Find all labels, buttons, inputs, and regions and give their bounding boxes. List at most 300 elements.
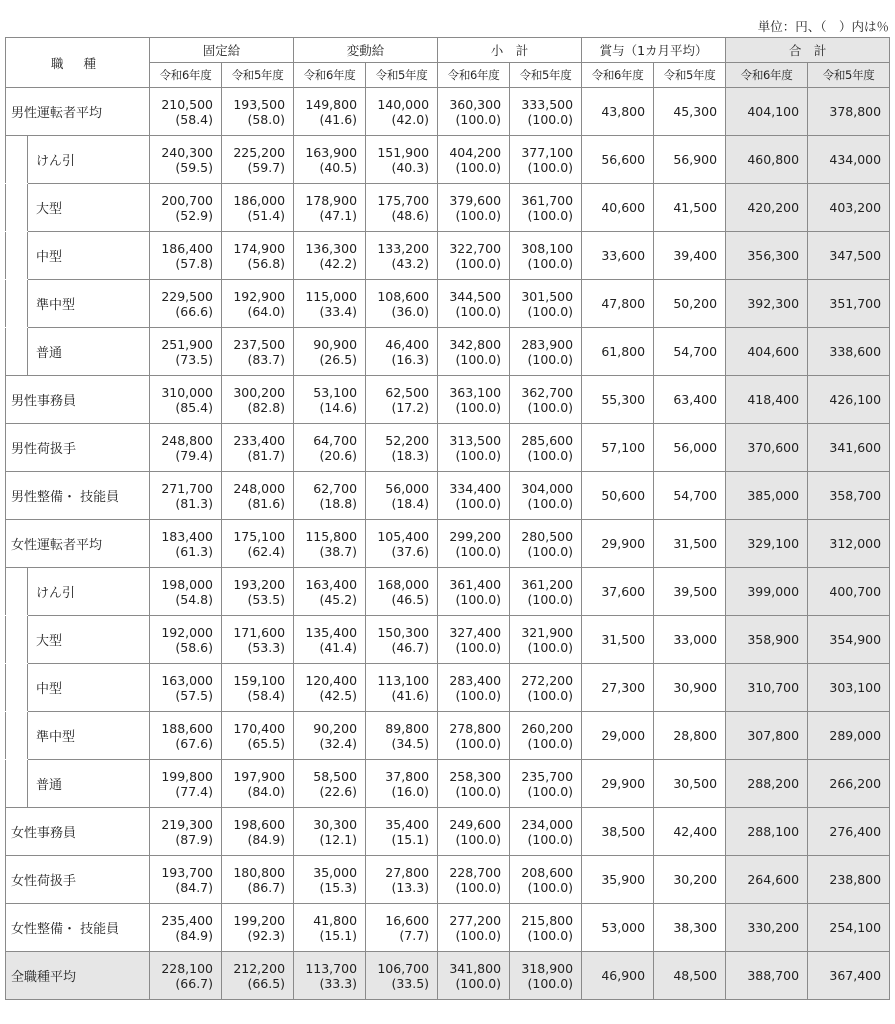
amount: 377,100 xyxy=(521,144,574,160)
value-cell xyxy=(438,520,510,568)
value-cell xyxy=(438,568,510,616)
value-cell xyxy=(366,520,438,568)
value-cell: 41,500 xyxy=(654,184,726,232)
row-label: 女性運転者平均 xyxy=(6,520,150,568)
percent: (100.0) xyxy=(455,879,502,895)
value-cell: 56,000 xyxy=(654,424,726,472)
value-cell xyxy=(150,232,222,280)
amount: 199,800 xyxy=(161,768,214,784)
value-cell: 55,300 xyxy=(582,376,654,424)
value-cell xyxy=(438,760,510,808)
percent: (15.3) xyxy=(319,879,358,895)
unit-note: 単位：円、（ ）内は％ xyxy=(757,19,889,34)
value-cell xyxy=(294,232,366,280)
value-cell xyxy=(438,232,510,280)
percent: (85.4) xyxy=(175,399,214,415)
percent: (58.4) xyxy=(247,687,286,703)
amount: 299,200 xyxy=(449,528,502,544)
amount: 271,700 xyxy=(161,480,214,496)
total-cell: 264,600 xyxy=(726,856,808,904)
value-cell xyxy=(366,88,438,136)
indent-spacer xyxy=(6,664,28,712)
value-cell xyxy=(366,232,438,280)
percent: (100.0) xyxy=(455,111,502,127)
value-cell: 39,400 xyxy=(654,232,726,280)
value-cell xyxy=(510,712,582,760)
table-row xyxy=(6,424,890,472)
percent: (100.0) xyxy=(455,831,502,847)
amount: 304,000 xyxy=(521,480,574,496)
percent: (58.4) xyxy=(175,111,214,127)
amount: 193,700 xyxy=(161,864,214,880)
amount: 188,600 xyxy=(161,720,214,736)
total-cell: 404,600 xyxy=(726,328,808,376)
amount: 163,400 xyxy=(305,576,358,592)
amount: 234,000 xyxy=(521,816,574,832)
amount: 260,200 xyxy=(521,720,574,736)
amount: 235,700 xyxy=(521,768,574,784)
percent: (100.0) xyxy=(455,927,502,943)
value-cell xyxy=(366,760,438,808)
amount: 277,200 xyxy=(449,912,502,928)
indent-spacer xyxy=(6,136,28,184)
value-cell xyxy=(222,664,294,712)
total-cell: 426,100 xyxy=(808,376,890,424)
amount: 35,400 xyxy=(385,816,430,832)
value-cell xyxy=(222,808,294,856)
percent: (100.0) xyxy=(527,159,574,175)
percent: (42.2) xyxy=(319,255,358,271)
indent-spacer xyxy=(6,328,28,376)
row-label: 大型 xyxy=(28,616,150,664)
value-cell xyxy=(294,376,366,424)
percent: (100.0) xyxy=(455,255,502,271)
year-header: 令和5年度 xyxy=(222,63,294,88)
total-cell: 434,000 xyxy=(808,136,890,184)
year-header: 令和5年度 xyxy=(366,63,438,88)
amount: 150,300 xyxy=(377,624,430,640)
amount: 208,600 xyxy=(521,864,574,880)
value-cell xyxy=(438,952,510,1000)
percent: (100.0) xyxy=(527,735,574,751)
table-row xyxy=(6,952,890,1000)
amount: 258,300 xyxy=(449,768,502,784)
percent: (100.0) xyxy=(455,639,502,655)
table-row xyxy=(6,760,890,808)
amount: 89,800 xyxy=(385,720,430,736)
value-cell xyxy=(366,328,438,376)
percent: (100.0) xyxy=(527,639,574,655)
percent: (45.2) xyxy=(319,591,358,607)
percent: (18.3) xyxy=(391,447,430,463)
amount: 35,000 xyxy=(313,864,358,880)
amount: 175,700 xyxy=(377,192,430,208)
indent-spacer xyxy=(6,616,28,664)
percent: (100.0) xyxy=(455,399,502,415)
value-cell xyxy=(438,88,510,136)
total-cell: 303,100 xyxy=(808,664,890,712)
amount: 41,800 xyxy=(313,912,358,928)
percent: (15.1) xyxy=(319,927,358,943)
amount: 163,000 xyxy=(161,672,214,688)
percent: (100.0) xyxy=(527,495,574,511)
value-cell xyxy=(510,232,582,280)
value-cell xyxy=(150,952,222,1000)
amount: 313,500 xyxy=(449,432,502,448)
amount: 215,800 xyxy=(521,912,574,928)
percent: (100.0) xyxy=(527,831,574,847)
percent: (100.0) xyxy=(527,303,574,319)
indent-spacer xyxy=(6,712,28,760)
value-cell xyxy=(510,280,582,328)
total-cell: 358,700 xyxy=(808,472,890,520)
percent: (12.1) xyxy=(319,831,358,847)
percent: (81.7) xyxy=(247,447,286,463)
percent: (65.5) xyxy=(247,735,286,751)
wage-table xyxy=(5,37,890,1000)
value-cell xyxy=(366,184,438,232)
value-cell xyxy=(150,520,222,568)
percent: (46.5) xyxy=(391,591,430,607)
amount: 115,800 xyxy=(305,528,358,544)
amount: 212,200 xyxy=(233,960,286,976)
amount: 280,500 xyxy=(521,528,574,544)
amount: 113,700 xyxy=(305,960,358,976)
percent: (20.6) xyxy=(319,447,358,463)
percent: (61.3) xyxy=(175,543,214,559)
row-label: 普通 xyxy=(28,760,150,808)
value-cell: 37,600 xyxy=(582,568,654,616)
percent: (100.0) xyxy=(527,543,574,559)
value-cell xyxy=(510,952,582,1000)
amount: 200,700 xyxy=(161,192,214,208)
value-cell xyxy=(150,184,222,232)
value-cell xyxy=(150,760,222,808)
value-cell: 31,500 xyxy=(582,616,654,664)
percent: (41.6) xyxy=(319,111,358,127)
amount: 318,900 xyxy=(521,960,574,976)
year-header: 令和6年度 xyxy=(726,63,808,88)
percent: (100.0) xyxy=(527,783,574,799)
total-cell: 254,100 xyxy=(808,904,890,952)
amount: 322,700 xyxy=(449,240,502,256)
value-cell xyxy=(222,328,294,376)
value-cell xyxy=(150,136,222,184)
value-cell xyxy=(366,616,438,664)
value-cell xyxy=(366,376,438,424)
row-label: けん引 xyxy=(28,136,150,184)
percent: (34.5) xyxy=(391,735,430,751)
header-fixed: 固定給 xyxy=(150,38,294,63)
table-row xyxy=(6,328,890,376)
table-row xyxy=(6,88,890,136)
value-cell xyxy=(222,856,294,904)
amount: 64,700 xyxy=(313,432,358,448)
amount: 58,500 xyxy=(313,768,358,784)
amount: 379,600 xyxy=(449,192,502,208)
total-cell: 238,800 xyxy=(808,856,890,904)
percent: (64.0) xyxy=(247,303,286,319)
amount: 171,600 xyxy=(233,624,286,640)
table-row xyxy=(6,712,890,760)
percent: (57.5) xyxy=(175,687,214,703)
total-cell: 310,700 xyxy=(726,664,808,712)
total-cell: 370,600 xyxy=(726,424,808,472)
value-cell xyxy=(438,712,510,760)
value-cell xyxy=(294,904,366,952)
percent: (83.7) xyxy=(247,351,286,367)
percent: (100.0) xyxy=(527,351,574,367)
percent: (57.8) xyxy=(175,255,214,271)
percent: (52.9) xyxy=(175,207,214,223)
percent: (41.6) xyxy=(391,687,430,703)
table-row xyxy=(6,376,890,424)
table-row xyxy=(6,232,890,280)
value-cell xyxy=(366,664,438,712)
percent: (26.5) xyxy=(319,351,358,367)
percent: (100.0) xyxy=(527,687,574,703)
percent: (82.8) xyxy=(247,399,286,415)
amount: 249,600 xyxy=(449,816,502,832)
value-cell: 42,400 xyxy=(654,808,726,856)
value-cell xyxy=(222,232,294,280)
percent: (100.0) xyxy=(527,255,574,271)
percent: (100.0) xyxy=(455,735,502,751)
amount: 283,400 xyxy=(449,672,502,688)
total-cell: 388,700 xyxy=(726,952,808,1000)
percent: (86.7) xyxy=(247,879,286,895)
value-cell: 30,200 xyxy=(654,856,726,904)
value-cell: 31,500 xyxy=(654,520,726,568)
amount: 159,100 xyxy=(233,672,286,688)
amount: 30,300 xyxy=(313,816,358,832)
amount: 228,100 xyxy=(161,960,214,976)
year-header: 令和6年度 xyxy=(582,63,654,88)
table-body xyxy=(6,88,890,1000)
percent: (54.8) xyxy=(175,591,214,607)
amount: 178,900 xyxy=(305,192,358,208)
value-cell xyxy=(150,280,222,328)
value-cell xyxy=(366,952,438,1000)
value-cell xyxy=(294,280,366,328)
header-variable: 変動給 xyxy=(294,38,438,63)
table-row xyxy=(6,184,890,232)
total-cell: 404,100 xyxy=(726,88,808,136)
value-cell xyxy=(438,472,510,520)
year-header: 令和6年度 xyxy=(150,63,222,88)
amount: 404,200 xyxy=(449,144,502,160)
percent: (66.6) xyxy=(175,303,214,319)
percent: (100.0) xyxy=(455,447,502,463)
amount: 310,000 xyxy=(161,384,214,400)
year-header: 令和5年度 xyxy=(654,63,726,88)
amount: 16,600 xyxy=(385,912,430,928)
amount: 219,300 xyxy=(161,816,214,832)
percent: (36.0) xyxy=(391,303,430,319)
total-cell: 329,100 xyxy=(726,520,808,568)
value-cell xyxy=(366,904,438,952)
percent: (33.4) xyxy=(319,303,358,319)
amount: 342,800 xyxy=(449,336,502,352)
percent: (40.3) xyxy=(391,159,430,175)
value-cell xyxy=(294,184,366,232)
value-cell: 50,200 xyxy=(654,280,726,328)
total-cell: 358,900 xyxy=(726,616,808,664)
amount: 278,800 xyxy=(449,720,502,736)
value-cell xyxy=(510,88,582,136)
amount: 308,100 xyxy=(521,240,574,256)
percent: (33.5) xyxy=(391,975,430,991)
percent: (16.0) xyxy=(391,783,430,799)
total-cell: 288,100 xyxy=(726,808,808,856)
amount: 180,800 xyxy=(233,864,286,880)
value-cell: 28,800 xyxy=(654,712,726,760)
amount: 360,300 xyxy=(449,96,502,112)
value-cell: 56,900 xyxy=(654,136,726,184)
value-cell xyxy=(438,616,510,664)
value-cell: 50,600 xyxy=(582,472,654,520)
value-cell xyxy=(438,376,510,424)
total-cell: 338,600 xyxy=(808,328,890,376)
value-cell xyxy=(294,88,366,136)
row-label: 女性荷扱手 xyxy=(6,856,150,904)
indent-spacer xyxy=(6,568,28,616)
year-header: 令和6年度 xyxy=(438,63,510,88)
row-label: 中型 xyxy=(28,232,150,280)
percent: (81.3) xyxy=(175,495,214,511)
amount: 170,400 xyxy=(233,720,286,736)
header-role: 職 種 xyxy=(6,38,150,88)
value-cell: 27,300 xyxy=(582,664,654,712)
amount: 321,900 xyxy=(521,624,574,640)
percent: (79.4) xyxy=(175,447,214,463)
value-cell xyxy=(150,568,222,616)
row-label: 男性整備・ 技能員 xyxy=(6,472,150,520)
total-cell: 288,200 xyxy=(726,760,808,808)
value-cell: 47,800 xyxy=(582,280,654,328)
amount: 283,900 xyxy=(521,336,574,352)
amount: 192,900 xyxy=(233,288,286,304)
amount: 133,200 xyxy=(377,240,430,256)
value-cell: 30,900 xyxy=(654,664,726,712)
value-cell xyxy=(510,904,582,952)
percent: (67.6) xyxy=(175,735,214,751)
amount: 344,500 xyxy=(449,288,502,304)
amount: 361,400 xyxy=(449,576,502,592)
percent: (100.0) xyxy=(455,783,502,799)
value-cell: 54,700 xyxy=(654,328,726,376)
amount: 362,700 xyxy=(521,384,574,400)
value-cell xyxy=(438,136,510,184)
percent: (100.0) xyxy=(527,111,574,127)
percent: (81.6) xyxy=(247,495,286,511)
amount: 235,400 xyxy=(161,912,214,928)
value-cell xyxy=(150,328,222,376)
percent: (100.0) xyxy=(455,303,502,319)
value-cell xyxy=(366,136,438,184)
value-cell: 46,900 xyxy=(582,952,654,1000)
percent: (43.2) xyxy=(391,255,430,271)
value-cell xyxy=(510,520,582,568)
percent: (100.0) xyxy=(455,975,502,991)
percent: (100.0) xyxy=(455,351,502,367)
total-cell: 418,400 xyxy=(726,376,808,424)
value-cell xyxy=(294,856,366,904)
total-cell: 312,000 xyxy=(808,520,890,568)
table-row xyxy=(6,520,890,568)
value-cell: 35,900 xyxy=(582,856,654,904)
value-cell: 57,100 xyxy=(582,424,654,472)
percent: (15.1) xyxy=(391,831,430,847)
amount: 53,100 xyxy=(313,384,358,400)
amount: 361,200 xyxy=(521,576,574,592)
percent: (92.3) xyxy=(247,927,286,943)
amount: 186,400 xyxy=(161,240,214,256)
value-cell xyxy=(438,424,510,472)
value-cell: 33,600 xyxy=(582,232,654,280)
value-cell: 48,500 xyxy=(654,952,726,1000)
row-label: 女性整備・ 技能員 xyxy=(6,904,150,952)
percent: (100.0) xyxy=(455,543,502,559)
percent: (42.5) xyxy=(319,687,358,703)
value-cell xyxy=(366,472,438,520)
percent: (16.3) xyxy=(391,351,430,367)
amount: 229,500 xyxy=(161,288,214,304)
table-row xyxy=(6,616,890,664)
year-header: 令和5年度 xyxy=(808,63,890,88)
value-cell xyxy=(150,808,222,856)
value-cell xyxy=(510,424,582,472)
row-label: 準中型 xyxy=(28,280,150,328)
percent: (100.0) xyxy=(527,399,574,415)
percent: (100.0) xyxy=(455,495,502,511)
amount: 115,000 xyxy=(305,288,358,304)
total-cell: 399,000 xyxy=(726,568,808,616)
table-row xyxy=(6,136,890,184)
value-cell xyxy=(294,136,366,184)
value-cell xyxy=(294,808,366,856)
amount: 361,700 xyxy=(521,192,574,208)
total-cell: 330,200 xyxy=(726,904,808,952)
amount: 192,000 xyxy=(161,624,214,640)
percent: (40.5) xyxy=(319,159,358,175)
amount: 37,800 xyxy=(385,768,430,784)
amount: 149,800 xyxy=(305,96,358,112)
value-cell xyxy=(294,328,366,376)
percent: (41.4) xyxy=(319,639,358,655)
indent-spacer xyxy=(6,184,28,232)
amount: 197,900 xyxy=(233,768,286,784)
indent-spacer xyxy=(6,760,28,808)
value-cell: 30,500 xyxy=(654,760,726,808)
value-cell xyxy=(366,856,438,904)
value-cell xyxy=(366,808,438,856)
value-cell xyxy=(510,568,582,616)
value-cell: 29,900 xyxy=(582,760,654,808)
header-bonus: 賞与（1カ月平均） xyxy=(582,38,726,63)
value-cell xyxy=(438,808,510,856)
table-row xyxy=(6,856,890,904)
amount: 333,500 xyxy=(521,96,574,112)
amount: 198,000 xyxy=(161,576,214,592)
percent: (100.0) xyxy=(527,447,574,463)
percent: (38.7) xyxy=(319,543,358,559)
amount: 285,600 xyxy=(521,432,574,448)
percent: (14.6) xyxy=(319,399,358,415)
value-cell xyxy=(222,184,294,232)
amount: 120,400 xyxy=(305,672,358,688)
value-cell xyxy=(294,424,366,472)
